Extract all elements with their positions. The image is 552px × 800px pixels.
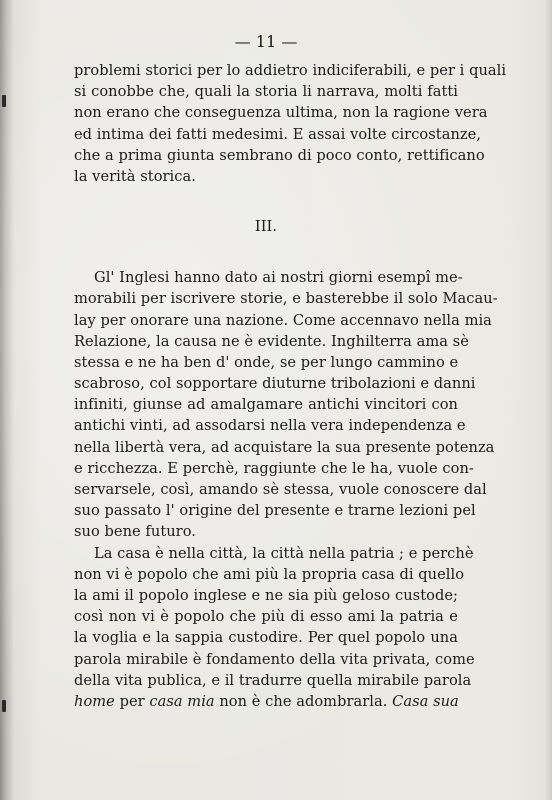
text-line: si conobbe che, quali la storia li narrava, molti fatti bbox=[74, 83, 458, 101]
italic-phrase: Casa sua bbox=[392, 692, 459, 710]
text-line: antichi vinti, ad assodarsi nella vera independenza e bbox=[74, 417, 466, 435]
text-line: infiniti, giunse ad amalgamare antichi vincitori con bbox=[74, 396, 458, 414]
text-line: servarsele, così, amando sè stessa, vuole conoscere dal bbox=[74, 481, 487, 498]
text-line: e ricchezza. E perchè, raggiunte che le ha, vuole con- bbox=[74, 459, 474, 477]
text-line: Gl' Inglesi hanno dato ai nostri giorni esempî me- bbox=[94, 269, 463, 287]
text-line: parola mirabile è fondamento della vita privata, come bbox=[74, 650, 475, 668]
text-fragment: non è che adombrarla. bbox=[214, 692, 393, 710]
text-line: così non vi è popolo che più di esso ami la patria e bbox=[74, 608, 458, 626]
binding-mark bbox=[2, 700, 6, 712]
text-line: morabili per iscrivere storie, e basterebbe il solo Macau- bbox=[74, 290, 498, 308]
text-line: stessa e ne ha ben d' onde, se per lungo cammino e bbox=[74, 353, 459, 371]
text-line: della vita publica, e il tradurre quella mirabile parola bbox=[74, 671, 472, 689]
text-line: la ami il popolo inglese e ne sia più geloso custode; bbox=[74, 586, 458, 604]
italic-word: home bbox=[74, 692, 115, 710]
text-line: Relazione, la causa ne è evidente. Inghilterra ama sè bbox=[74, 332, 469, 350]
text-line: suo passato l' origine del presente e trarne lezioni pel bbox=[74, 502, 476, 520]
text-line: che a prima giunta sembrano di poco conto, rettificano bbox=[74, 146, 485, 164]
text-line-last bbox=[74, 691, 458, 712]
page-text bbox=[74, 30, 507, 712]
section-heading: III. bbox=[254, 218, 278, 236]
text-line: non vi è popolo che ami più la propria casa di quello bbox=[74, 565, 465, 583]
text-line: ed intima dei fatti medesimi. E assai volte circostanze, bbox=[74, 125, 482, 143]
paragraph-2 bbox=[74, 267, 498, 542]
italic-phrase: casa mia bbox=[149, 692, 215, 710]
text-line: la voglia e la sappia custodire. Per quel popolo una bbox=[74, 629, 458, 647]
paragraph-3 bbox=[74, 543, 475, 713]
text-line: scabroso, col sopportare diuturne tribolazioni e danni bbox=[74, 375, 476, 393]
text-line: lay per onorare una nazione. Come accennavo nella mia bbox=[74, 311, 492, 329]
text-fragment: per bbox=[114, 692, 150, 710]
text-line: la verità storica. bbox=[74, 167, 196, 185]
text-line: problemi storici per lo addietro indiciferabili, e per i quali bbox=[74, 62, 507, 79]
page-number: — 11 — bbox=[234, 32, 298, 51]
paragraph-1 bbox=[74, 60, 507, 187]
text-line: La casa è nella città, la città nella patria ; e perchè bbox=[94, 544, 474, 562]
text-line: nella libertà vera, ad acquistare la sua presente potenza bbox=[74, 438, 495, 456]
text-line: suo bene futuro. bbox=[74, 523, 196, 541]
binding-mark bbox=[2, 95, 6, 107]
text-line: non erano che conseguenza ultima, non la ragione vera bbox=[74, 104, 488, 122]
